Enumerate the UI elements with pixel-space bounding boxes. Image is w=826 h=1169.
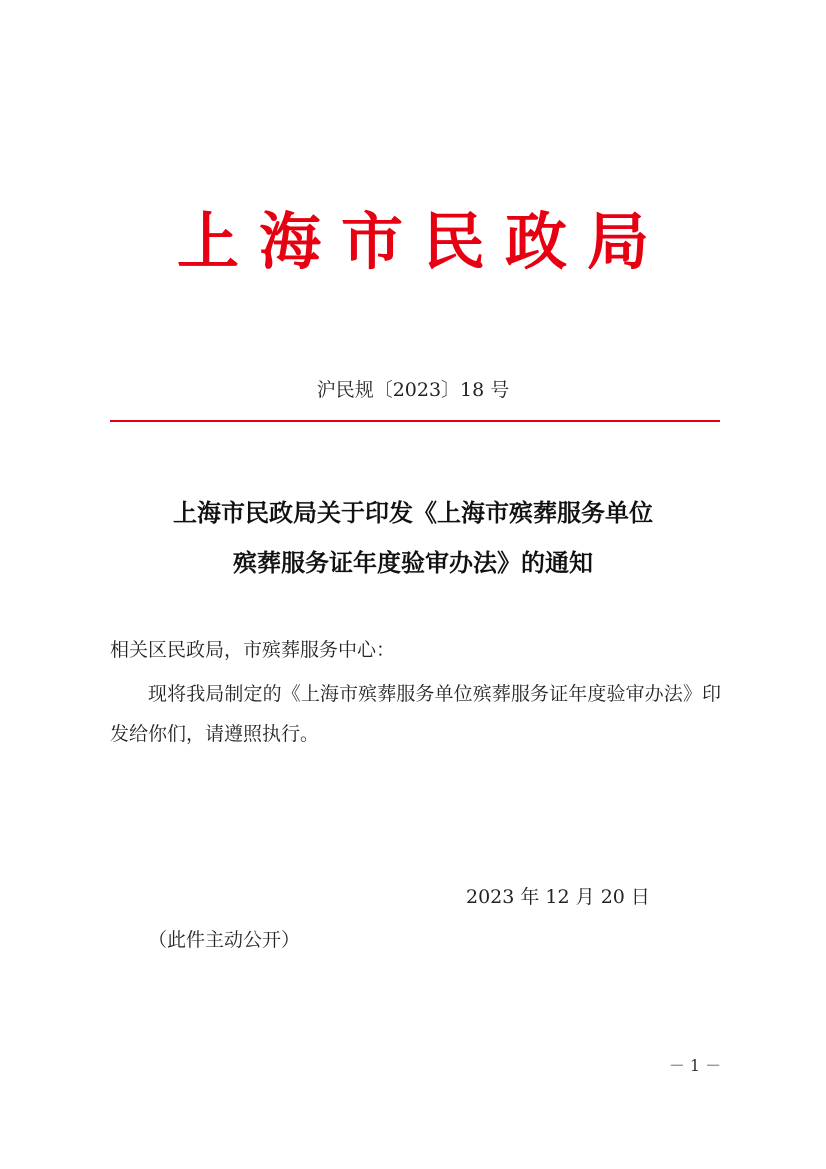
document-title <box>60 488 766 588</box>
masthead-org-name: 上海市民政局 <box>176 205 669 278</box>
issue-date: 2023 年 12 月 20 日 <box>466 886 650 908</box>
salutation: 相关区民政局，市殡葬服务中心： <box>110 639 396 661</box>
title-line-2: 殡葬服务证年度验审办法》的通知 <box>233 549 593 577</box>
red-separator-line <box>110 420 720 422</box>
document-number: 沪民规〔2023〕18 号 <box>316 379 510 401</box>
body-paragraph: 现将我局制定的《上海市殡葬服务单位殡葬服务证年度验审办法》印发给你们，请遵照执行。 <box>110 683 721 745</box>
title-line-1: 上海市民政局关于印发《上海市殡葬服务单位 <box>173 499 653 527</box>
disclosure-note: （此件主动公开） <box>148 929 301 951</box>
page-number: － 1 － <box>668 1056 722 1075</box>
